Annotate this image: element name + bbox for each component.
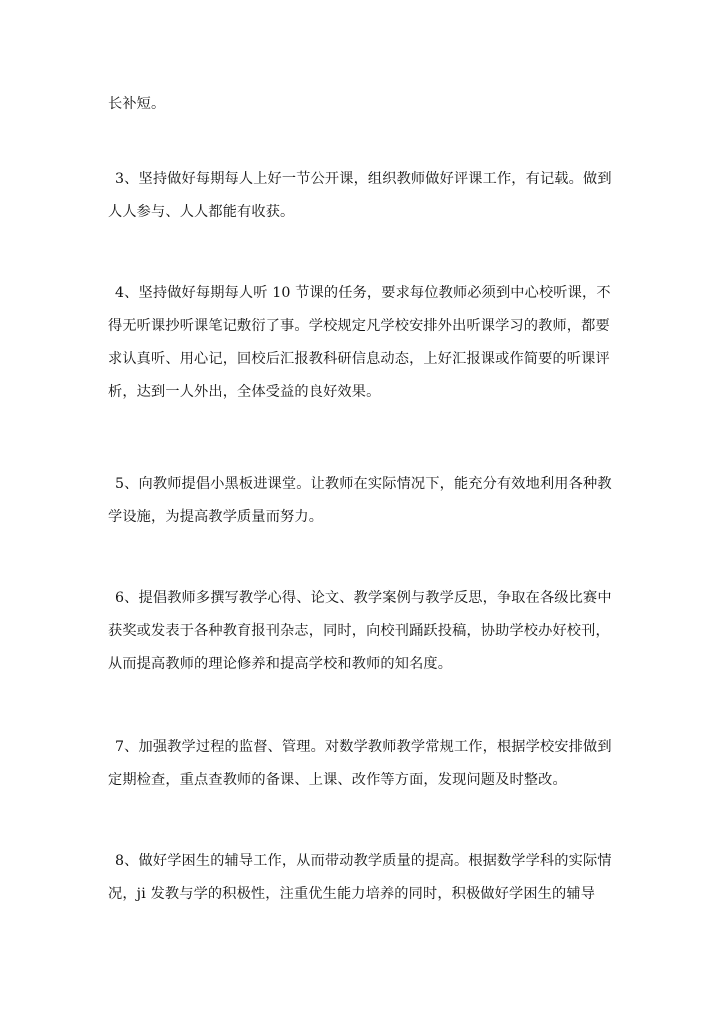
text-line: 6、提倡教师多撰写教学心得、论文、教学案例与教学反思，争取在各级比赛中 [115,590,612,606]
text-line: 人人参与、人人都能有收获。 [108,204,295,220]
text-line: 7、加强教学过程的监督、管理。对数学教师教学常规工作，根据学校安排做到 [115,739,612,755]
paragraph-5 [108,468,614,534]
text-line: 8、做好学困生的辅导工作，从而带动教学质量的提高。根据数学学科的实际情 [115,853,612,869]
paragraph-6 [108,582,614,681]
text-line: 长补短。 [108,96,166,112]
text-line: 5、向教师提倡小黑板进课堂。让教师在实际情况下，能充分有效地利用各种教 [115,476,612,492]
text-line: 求认真听、用心记，回校后汇报教科研信息动态，上好汇报课或作简要的听课评 [108,351,610,367]
paragraph-continuation [108,88,614,121]
text-line: 况，ji 发教与学的积极性，注重优生能力培养的同时，积极做好学困生的辅导 [108,886,596,902]
text-line: 析，达到一人外出，全体受益的良好效果。 [108,384,381,400]
text-line: 3、坚持做好每期每人上好一节公开课，组织教师做好评课工作，有记载。做到 [115,171,612,187]
text-line: 学设施，为提高教学质量而努力。 [108,509,324,525]
paragraph-4 [108,277,614,409]
text-line: 4、坚持做好每期每人听 10 节课的任务，要求每位教师必须到中心校听课，不 [115,285,611,301]
paragraph-8 [108,845,614,911]
paragraph-3 [108,163,614,229]
text-line: 得无听课抄听课笔记敷衍了事。学校规定凡学校安排外出听课学习的教师，都要 [108,318,610,334]
text-line: 从而提高教师的理论修养和提高学校和教师的知名度。 [108,656,453,672]
text-line: 获奖或发表于各种教育报刊杂志，同时，向校刊踊跃投稿，协助学校办好校刊， [108,623,610,639]
paragraph-7 [108,731,614,797]
text-line: 定期检查，重点查教师的备课、上课、改作等方面，发现问题及时整改。 [108,772,567,788]
